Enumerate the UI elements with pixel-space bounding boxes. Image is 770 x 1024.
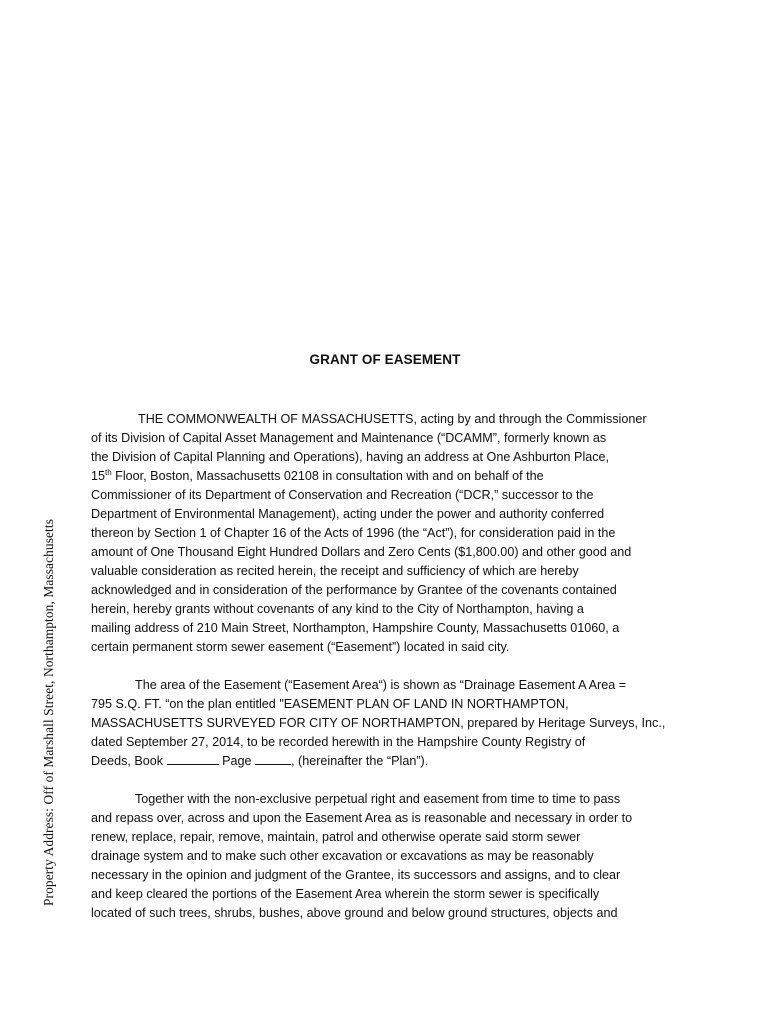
text-line: the Division of Capital Planning and Operations), having an address at One Ashburton Place, [91,450,610,464]
document-body [91,410,691,942]
text-line: mailing address of 210 Main Street, Northampton, Hampshire County, Massachusetts 01060, a [91,621,620,635]
book-blank-field [167,753,219,765]
text-line: 795 S.Q. FT. “on the plan entitled "EASEMENT PLAN OF LAND IN NORTHAMPTON, [91,697,569,711]
text-line: and keep cleared the portions of the Easement Area wherein the storm sewer is specifically [91,887,600,901]
property-address-margin-note: Property Address: Off of Marshall Street, Northampton, Massachusetts [41,518,56,906]
text-line: Commissioner of its Department of Conservation and Recreation (“DCR,” successor to the [91,488,594,502]
text-line: Department of Environmental Management), acting under the power and authority conferred [91,507,605,521]
easement-area-paragraph [91,676,691,771]
text-line: acknowledged and in consideration of the performance by Grantee of the covenants contained [91,583,617,597]
text-line: dated September 27, 2014, to be recorded herewith in the Hampshire County Registry of [91,735,586,749]
text-line: necessary in the opinion and judgment of the Grantee, its successors and assigns, and to clear [91,868,621,882]
text-line: The area of the Easement (“Easement Area“) is shown as “Drainage Easement A Area = [135,678,627,692]
text-line: drainage system and to make such other excavation or excavations as may be reasonably [91,849,594,863]
text-line: THE COMMONWEALTH OF MASSACHUSETTS, acting by and through the Commissioner [138,412,647,426]
text-line: certain permanent storm sewer easement (“Easement”) located in said city. [91,640,510,654]
text-line: thereon by Section 1 of Chapter 16 of the Acts of 1996 (the “Act”), for consideration paid in the [91,526,616,540]
text-line: renew, replace, repair, remove, maintain, patrol and otherwise operate said storm sewer [91,830,581,844]
text-line: Deeds, Book Page , (hereinafter the “Plan”). [91,754,429,768]
text-line: 15th Floor, Boston, Massachusetts 02108 in consultation with and on behalf of the [91,468,544,483]
page-blank-field [255,753,291,765]
easement-rights-paragraph [91,790,691,923]
grant-paragraph [91,410,691,657]
text-line: amount of One Thousand Eight Hundred Dollars and Zero Cents ($1,800.00) and other good and [91,545,632,559]
text-line: MASSACHUSETTS SURVEYED FOR CITY OF NORTHAMPTON, prepared by Heritage Surveys, Inc., [91,716,666,730]
text-line: valuable consideration as recited herein, the receipt and sufficiency of which are hereby [91,564,579,578]
text-line: of its Division of Capital Asset Management and Maintenance (“DCAMM”, formerly known as [91,431,607,445]
text-line: located of such trees, shrubs, bushes, above ground and below ground structures, objects and [91,906,618,920]
text-line: herein, hereby grants without covenants of any kind to the City of Northampton, having a [91,602,584,616]
text-line: and repass over, across and upon the Easement Area as is reasonable and necessary in order to [91,811,633,825]
document-title: GRANT OF EASEMENT [309,352,461,367]
text-line: Together with the non-exclusive perpetual right and easement from time to time to pass [135,792,621,806]
